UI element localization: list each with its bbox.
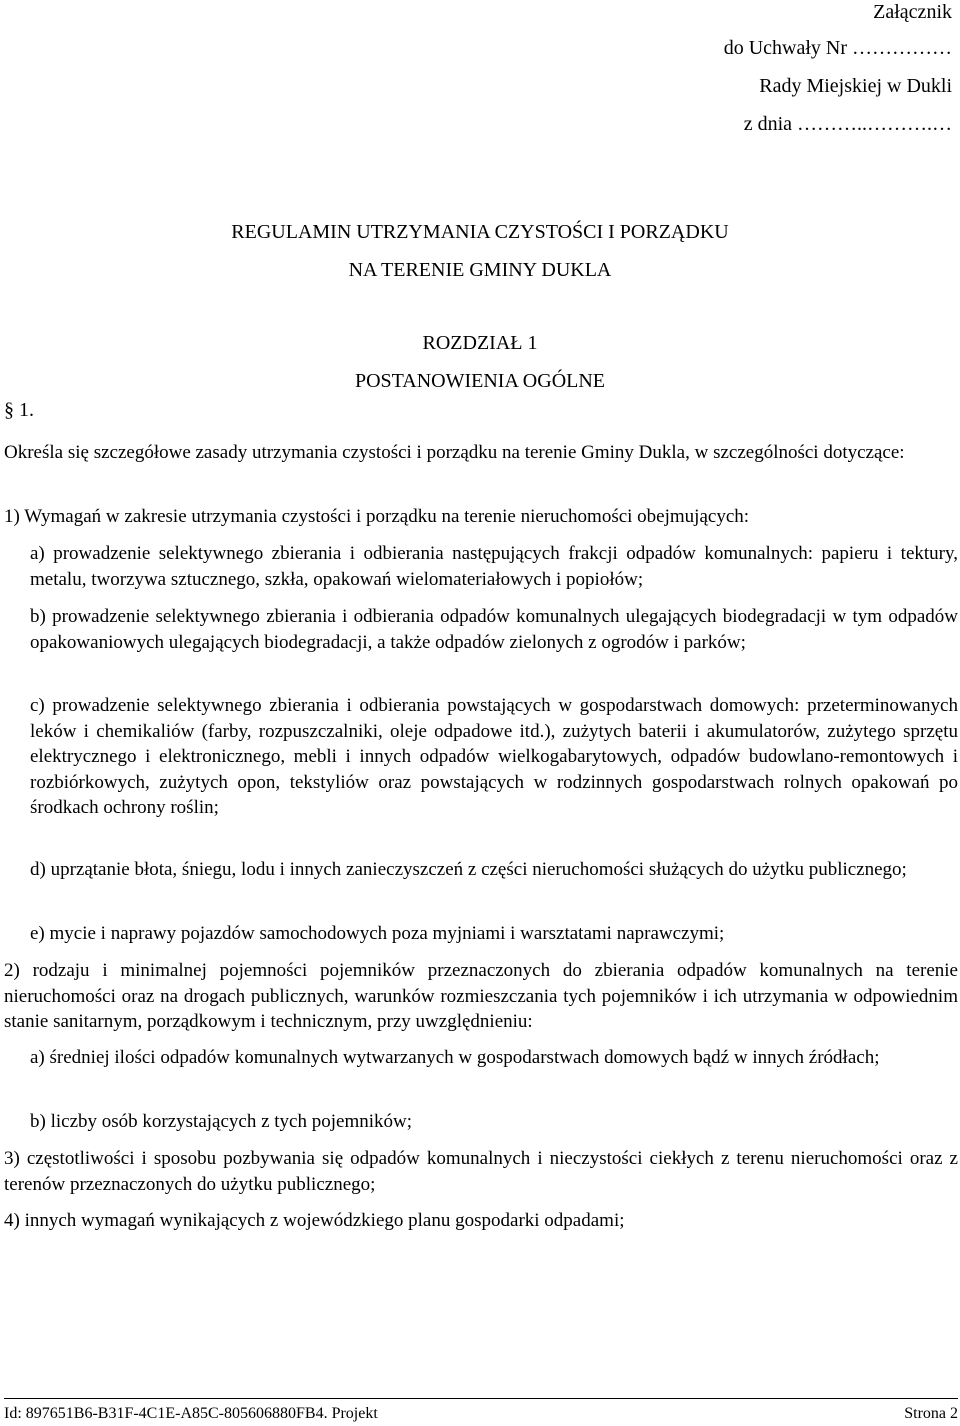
chapter-name: POSTANOWIENIA OGÓLNE: [354, 370, 606, 392]
section-label: § 1.: [4, 399, 34, 421]
item-1-subitem-a: a) prowadzenie selektywnego zbierania i odbierania następujących frakcji odpadów komunalnych: papieru i tektury, metalu, tworzywa sztucznego, szkła, opakowań wielomateriałowych i popiołów;: [30, 543, 958, 590]
document-title-line1: REGULAMIN UTRZYMANIA CZYSTOŚCI I PORZĄDKU: [231, 221, 729, 243]
item-1-subitem-e: e) mycie i naprawy pojazdów samochodowych poza myjniami i warsztatami naprawczymi;: [30, 923, 725, 944]
document-title-line2: NA TERENIE GMINY DUKLA: [348, 259, 612, 281]
item-1-subitem-c: c) prowadzenie selektywnego zbierania i odbierania powstających w gospodarstwach domowych: przeterminowanych leków i chemikaliów (farby, rozpuszczalniki, oleje odpadowe itd.), zużytych baterii i akumulatorów, zużytego sprzętu elektrycznego i elektronicznego, mebli i innych odpadów wielkogabarytowych, odpadów budowlano-remontowych i rozbiórkowych, zużytych opon, tekstyliów oraz powstających w rodzinnych gospodarstwach rolnych opakowań po środkach ochrony roślin;: [30, 695, 958, 818]
document-id: Id: 897651B6-B31F-4C1E-A85C-805606880FB4. Projekt: [4, 1405, 378, 1422]
item-1: 1) Wymagań w zakresie utrzymania czystości i porządku na terenie nieruchomości obejmujących:: [4, 506, 750, 527]
footer-divider: [4, 1398, 958, 1399]
item-2-subitem-a: a) średniej ilości odpadów komunalnych wytwarzanych w gospodarstwach domowych bądź w innych źródłach;: [30, 1047, 880, 1068]
item-2: 2) rodzaju i minimalnej pojemności pojemników przeznaczonych do zbierania odpadów komunalnych na terenie nieruchomości oraz na drogach publicznych, warunków rozmieszczania tych pojemników i ich utrzymania w odpowiednim stanie sanitarnym, porządkowym i technicznym, przy uwzględnieniu:: [4, 960, 958, 1032]
header-line-attachment: Załącznik: [873, 1, 952, 23]
item-3: 3) częstotliwości i sposobu pozbywania się odpadów komunalnych i nieczystości ciekłych z terenu nieruchomości oraz z terenów przeznaczonych do użytku publicznego;: [4, 1148, 958, 1195]
item-1-subitem-b: b) prowadzenie selektywnego zbierania i odbierania odpadów komunalnych ulegających biodegradacji w tym odpadów opakowaniowych ulegających biodegradacji, a także odpadów zielonych z ogrodów i parków;: [30, 606, 958, 653]
intro-paragraph: Określa się szczegółowe zasady utrzymania czystości i porządku na terenie Gminy Dukla, w szczególności dotyczące:: [4, 442, 905, 463]
item-1-subitem-d: d) uprzątanie błota, śniegu, lodu i innych zanieczyszczeń z części nieruchomości służących do użytku publicznego;: [30, 859, 907, 880]
header-line-date: z dnia ………..……….…: [743, 113, 952, 135]
item-2-subitem-b: b) liczby osób korzystających z tych pojemników;: [30, 1111, 413, 1132]
header-line-resolution: do Uchwały Nr ……………: [723, 37, 952, 59]
item-4: 4) innych wymagań wynikających z wojewódzkiego planu gospodarki odpadami;: [4, 1210, 625, 1231]
header-line-council: Rady Miejskiej w Dukli: [759, 75, 952, 97]
chapter-number: ROZDZIAŁ 1: [422, 332, 538, 354]
page-number: Strona 2: [904, 1405, 958, 1422]
